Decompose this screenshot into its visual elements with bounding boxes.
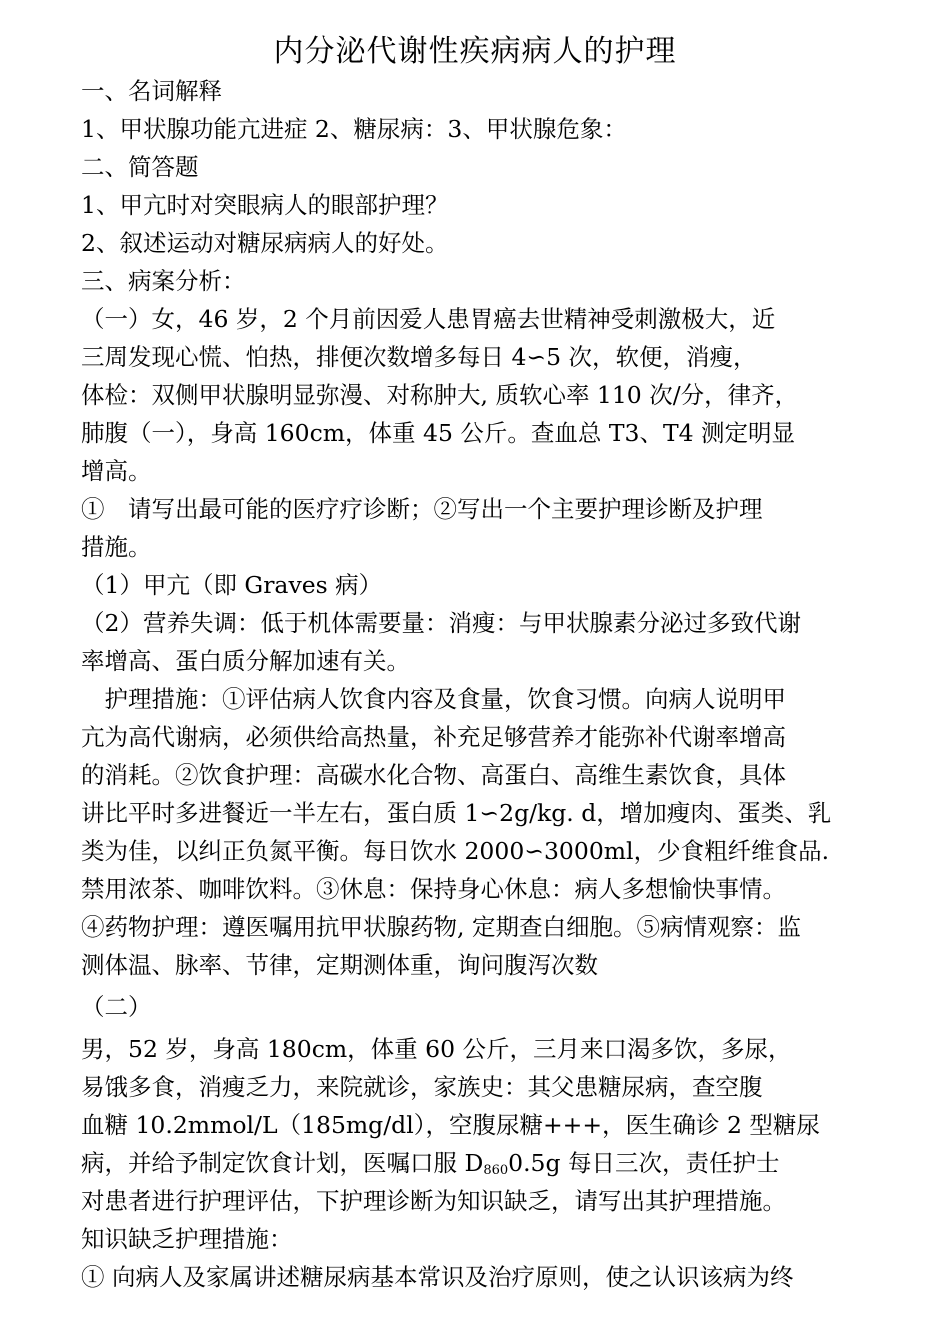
paragraph-line: 护理措施：①评估病人饮食内容及食量，饮食习惯。向病人说明甲 xyxy=(81,685,786,713)
paragraph-line: 禁用浓茶、咖啡饮料。③休息：保持身心休息：病人多想愉快事情。 xyxy=(81,875,786,903)
paragraph-line: 血糖 10.2mmol/L（185mg/dl），空腹尿糖+++，医生确诊 2 型糖尿 xyxy=(81,1111,820,1139)
line-segment: 病，并给予制定饮食计划，医嘱口服 D xyxy=(81,1149,484,1177)
subscript-text: 860 xyxy=(483,1163,509,1178)
section-heading: （二） xyxy=(81,993,152,1021)
paragraph-line: 三周发现心慌、怕热，排便次数增多每日 4∽5 次，软便，消瘦， xyxy=(81,343,757,371)
paragraph-line: 1、甲状腺功能亢进症 2、糖尿病：3、甲状腺危象： xyxy=(81,115,627,143)
paragraph-line: 率增高、蛋白质分解加速有关。 xyxy=(81,647,410,675)
paragraph-line: 对患者进行护理评估，下护理诊断为知识缺乏，请写出其护理措施。 xyxy=(81,1187,786,1215)
paragraph-line: ① 请写出最可能的医疗疗诊断；②写出一个主要护理诊断及护理 xyxy=(81,495,763,523)
paragraph-line: 易饿多食，消瘦乏力，来院就诊，家族史：其父患糖尿病，查空腹 xyxy=(81,1073,763,1101)
paragraph-line: 类为佳，以纠正负氮平衡。每日饮水 2000∽3000ml，少食粗纤维食品. xyxy=(81,837,830,865)
paragraph-line: 测体温、脉率、节律，定期测体重，询问腹泻次数 xyxy=(81,951,598,979)
paragraph-line: （1）甲亢（即 Graves 病） xyxy=(81,571,383,599)
paragraph-line: 男，52 岁，身高 180cm，体重 60 公斤，三月来口渴多饮，多尿， xyxy=(81,1035,792,1063)
line-segment: 0.5g 每日三次，责任护士 xyxy=(508,1149,780,1177)
paragraph-line: 知识缺乏护理措施： xyxy=(81,1225,293,1253)
paragraph-line: 肺腹（一），身高 160cm，体重 45 公斤。查血总 T3、T4 测定明显 xyxy=(81,419,796,447)
paragraph-line: （一）女，46 岁，2 个月前因爱人患胃癌去世精神受刺激极大，近 xyxy=(81,305,776,333)
paragraph-line: （2）营养失调：低于机体需要量：消瘦：与甲状腺素分泌过多致代谢 xyxy=(81,609,801,637)
paragraph-line: 体检：双侧甲状腺明显弥漫、对称肿大, 质软心率 110 次/分，律齐， xyxy=(81,381,799,409)
paragraph-line: 亢为高代谢病，必须供给高热量，补充足够营养才能弥补代谢率增高 xyxy=(81,723,786,751)
paragraph-line: 讲比平时多进餐近一半左右，蛋白质 1∽2g/kg. d，增加瘦肉、蛋类、乳 xyxy=(81,799,832,827)
section-heading: 二、简答题 xyxy=(81,153,199,181)
paragraph-line: 措施。 xyxy=(81,533,152,561)
paragraph-line: ④药物护理：遵医嘱用抗甲状腺药物, 定期查白细胞。⑤病情观察：监 xyxy=(81,913,801,941)
section-heading: 三、病案分析： xyxy=(81,267,246,295)
document-body xyxy=(81,72,881,1296)
paragraph-line: 2、叙述运动对糖尿病病人的好处。 xyxy=(81,229,449,257)
paragraph-line: ① 向病人及家属讲述糖尿病基本常识及治疗原则，使之认识该病为终 xyxy=(81,1263,794,1291)
paragraph-line: 的消耗。②饮食护理：高碳水化合物、高蛋白、高维生素饮食，具体 xyxy=(81,761,786,789)
paragraph-line: 增高。 xyxy=(81,457,152,485)
document-title: 内分泌代谢性疾病病人的护理 xyxy=(273,34,677,69)
section-heading: 一、名词解释 xyxy=(81,77,222,105)
paragraph-line: 1、甲亢时对突眼病人的眼部护理？ xyxy=(81,191,449,219)
paragraph-line xyxy=(81,1144,881,1182)
